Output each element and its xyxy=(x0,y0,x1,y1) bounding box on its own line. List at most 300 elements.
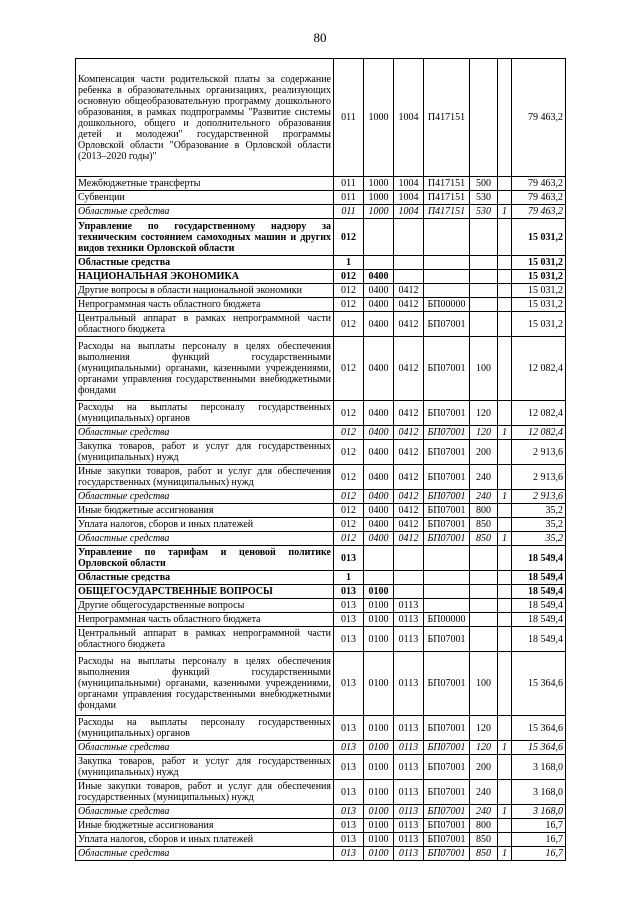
row-amount: 3 168,0 xyxy=(512,780,566,805)
table-row xyxy=(76,741,566,755)
row-type: 530 xyxy=(470,191,498,205)
row-subsection: 0113 xyxy=(394,847,424,861)
row-code: 012 xyxy=(334,426,364,440)
row-target xyxy=(424,219,470,256)
row-name: Иные бюджетные ассигнования xyxy=(76,504,334,518)
row-subsection: 0113 xyxy=(394,741,424,755)
budget-table xyxy=(75,58,566,861)
row-name: Областные средства xyxy=(76,532,334,546)
row-code: 013 xyxy=(334,833,364,847)
row-source: 1 xyxy=(498,805,512,819)
row-subsection: 1004 xyxy=(394,191,424,205)
row-source xyxy=(498,177,512,191)
row-name: Иные бюджетные ассигнования xyxy=(76,819,334,833)
row-name: Управление по государственному надзору за техническим состоянием самоходных машин и других видов техники Орловской области xyxy=(76,219,334,256)
row-type xyxy=(470,284,498,298)
row-subsection: 0113 xyxy=(394,652,424,716)
row-code: 012 xyxy=(334,284,364,298)
row-target: БП07001 xyxy=(424,819,470,833)
row-code: 012 xyxy=(334,298,364,312)
row-target: П417151 xyxy=(424,177,470,191)
row-name: Уплата налогов, сборов и иных платежей xyxy=(76,518,334,532)
row-amount: 12 082,4 xyxy=(512,426,566,440)
row-name: Областные средства xyxy=(76,426,334,440)
row-target xyxy=(424,546,470,571)
row-source xyxy=(498,270,512,284)
row-section: 0400 xyxy=(364,465,394,490)
row-type: 200 xyxy=(470,440,498,465)
row-source xyxy=(498,440,512,465)
row-name: Иные закупки товаров, работ и услуг для обеспечения государственных (муниципальных) нужд xyxy=(76,465,334,490)
row-subsection: 0113 xyxy=(394,599,424,613)
row-source xyxy=(498,546,512,571)
row-target: БП07001 xyxy=(424,716,470,741)
row-type: 240 xyxy=(470,805,498,819)
row-source xyxy=(498,465,512,490)
row-target xyxy=(424,585,470,599)
row-type: 120 xyxy=(470,741,498,755)
row-type: 850 xyxy=(470,847,498,861)
row-section: 0400 xyxy=(364,440,394,465)
row-amount: 16,7 xyxy=(512,833,566,847)
row-amount: 15 364,6 xyxy=(512,652,566,716)
row-source xyxy=(498,518,512,532)
row-source xyxy=(498,780,512,805)
row-amount: 79 463,2 xyxy=(512,191,566,205)
row-code: 013 xyxy=(334,847,364,861)
row-name: Другие общегосударственные вопросы xyxy=(76,599,334,613)
table-row xyxy=(76,833,566,847)
row-target: БП07001 xyxy=(424,401,470,426)
row-source: 1 xyxy=(498,741,512,755)
row-amount: 18 549,4 xyxy=(512,585,566,599)
row-target: БП00000 xyxy=(424,613,470,627)
table-row xyxy=(76,465,566,490)
row-source xyxy=(498,312,512,337)
row-source xyxy=(498,599,512,613)
row-source xyxy=(498,833,512,847)
row-name: ОБЩЕГОСУДАРСТВЕННЫЕ ВОПРОСЫ xyxy=(76,585,334,599)
row-subsection: 0113 xyxy=(394,613,424,627)
row-source xyxy=(498,284,512,298)
row-name: Областные средства xyxy=(76,256,334,270)
row-subsection xyxy=(394,571,424,585)
row-subsection: 0412 xyxy=(394,298,424,312)
row-amount: 15 031,2 xyxy=(512,284,566,298)
row-code: 013 xyxy=(334,780,364,805)
row-section: 0400 xyxy=(364,298,394,312)
row-amount: 2 913,6 xyxy=(512,465,566,490)
row-subsection: 1004 xyxy=(394,59,424,177)
row-type xyxy=(470,270,498,284)
row-name: Центральный аппарат в рамках непрограммной части областного бюджета xyxy=(76,312,334,337)
row-target xyxy=(424,571,470,585)
table-row xyxy=(76,426,566,440)
table-row xyxy=(76,627,566,652)
row-section: 1000 xyxy=(364,205,394,219)
row-target: БП07001 xyxy=(424,440,470,465)
row-section: 0100 xyxy=(364,780,394,805)
row-subsection: 0412 xyxy=(394,426,424,440)
row-target: БП07001 xyxy=(424,627,470,652)
table-row xyxy=(76,490,566,504)
row-subsection: 0412 xyxy=(394,465,424,490)
row-target: БП07001 xyxy=(424,490,470,504)
row-source xyxy=(498,219,512,256)
row-name: Областные средства xyxy=(76,805,334,819)
row-amount: 15 031,2 xyxy=(512,256,566,270)
row-source xyxy=(498,716,512,741)
row-subsection: 0412 xyxy=(394,440,424,465)
row-target: БП07001 xyxy=(424,518,470,532)
row-amount: 15 364,6 xyxy=(512,716,566,741)
row-type xyxy=(470,312,498,337)
row-section: 1000 xyxy=(364,191,394,205)
row-code: 012 xyxy=(334,532,364,546)
row-source xyxy=(498,401,512,426)
row-target: БП07001 xyxy=(424,847,470,861)
row-target: БП07001 xyxy=(424,465,470,490)
row-section xyxy=(364,571,394,585)
row-name: Закупка товаров, работ и услуг для государственных (муниципальных) нужд xyxy=(76,755,334,780)
row-name: Областные средства xyxy=(76,490,334,504)
row-code: 012 xyxy=(334,490,364,504)
row-subsection: 0412 xyxy=(394,532,424,546)
row-subsection: 0412 xyxy=(394,401,424,426)
row-subsection xyxy=(394,219,424,256)
row-amount: 18 549,4 xyxy=(512,613,566,627)
row-type xyxy=(470,585,498,599)
row-type: 850 xyxy=(470,532,498,546)
row-amount: 3 168,0 xyxy=(512,755,566,780)
row-code: 013 xyxy=(334,755,364,780)
row-section xyxy=(364,219,394,256)
row-subsection: 1004 xyxy=(394,177,424,191)
row-target: БП07001 xyxy=(424,741,470,755)
row-subsection xyxy=(394,585,424,599)
row-subsection: 0113 xyxy=(394,716,424,741)
row-source: 1 xyxy=(498,847,512,861)
row-section xyxy=(364,256,394,270)
row-source: 1 xyxy=(498,532,512,546)
row-section: 1000 xyxy=(364,177,394,191)
table-row xyxy=(76,532,566,546)
table-row xyxy=(76,270,566,284)
row-code: 011 xyxy=(334,205,364,219)
row-section: 0400 xyxy=(364,532,394,546)
table-row xyxy=(76,284,566,298)
row-target: БП07001 xyxy=(424,337,470,401)
row-code: 012 xyxy=(334,440,364,465)
table-row xyxy=(76,440,566,465)
row-name: Областные средства xyxy=(76,205,334,219)
row-code: 013 xyxy=(334,652,364,716)
row-code: 012 xyxy=(334,518,364,532)
row-type xyxy=(470,219,498,256)
row-source xyxy=(498,337,512,401)
row-source xyxy=(498,755,512,780)
row-type: 240 xyxy=(470,490,498,504)
row-code: 013 xyxy=(334,599,364,613)
row-subsection: 0113 xyxy=(394,833,424,847)
row-type: 850 xyxy=(470,518,498,532)
row-code: 012 xyxy=(334,337,364,401)
row-type: 120 xyxy=(470,401,498,426)
row-source xyxy=(498,256,512,270)
row-target: БП07001 xyxy=(424,532,470,546)
row-name: Другие вопросы в области национальной экономики xyxy=(76,284,334,298)
row-section: 0100 xyxy=(364,847,394,861)
row-code: 012 xyxy=(334,270,364,284)
row-target xyxy=(424,599,470,613)
row-type: 120 xyxy=(470,716,498,741)
row-code: 013 xyxy=(334,585,364,599)
row-subsection: 0113 xyxy=(394,805,424,819)
row-code: 012 xyxy=(334,219,364,256)
row-section: 0400 xyxy=(364,270,394,284)
table-row xyxy=(76,219,566,256)
table-row xyxy=(76,819,566,833)
row-name: Иные закупки товаров, работ и услуг для обеспечения государственных (муниципальных) нужд xyxy=(76,780,334,805)
table-row xyxy=(76,716,566,741)
row-name: Расходы на выплаты персоналу в целях обеспечения выполнения функций государственными (муниципальными) органами, казенными учреждениями, органами управления государственными внебюджетными фондами xyxy=(76,652,334,716)
row-subsection: 0412 xyxy=(394,312,424,337)
row-code: 013 xyxy=(334,627,364,652)
row-subsection: 0412 xyxy=(394,337,424,401)
page-number: 80 xyxy=(313,30,327,45)
row-source xyxy=(498,819,512,833)
row-amount: 18 549,4 xyxy=(512,571,566,585)
table-row xyxy=(76,571,566,585)
row-section: 0100 xyxy=(364,599,394,613)
row-code: 013 xyxy=(334,546,364,571)
row-type xyxy=(470,298,498,312)
row-source xyxy=(498,585,512,599)
row-name: Центральный аппарат в рамках непрограммной части областного бюджета xyxy=(76,627,334,652)
table-row xyxy=(76,177,566,191)
row-name: НАЦИОНАЛЬНАЯ ЭКОНОМИКА xyxy=(76,270,334,284)
row-section: 0100 xyxy=(364,755,394,780)
row-amount: 15 364,6 xyxy=(512,741,566,755)
row-section: 0400 xyxy=(364,490,394,504)
row-code: 1 xyxy=(334,256,364,270)
row-code: 013 xyxy=(334,805,364,819)
row-name: Расходы на выплаты персоналу государственных (муниципальных) органов xyxy=(76,401,334,426)
row-source xyxy=(498,652,512,716)
row-code: 012 xyxy=(334,401,364,426)
row-name: Субвенции xyxy=(76,191,334,205)
row-amount: 16,7 xyxy=(512,819,566,833)
row-name: Межбюджетные трансферты xyxy=(76,177,334,191)
row-type: 200 xyxy=(470,755,498,780)
row-name: Непрограммная часть областного бюджета xyxy=(76,613,334,627)
row-section: 0100 xyxy=(364,585,394,599)
row-amount: 15 031,2 xyxy=(512,219,566,256)
row-code: 1 xyxy=(334,571,364,585)
row-subsection: 0412 xyxy=(394,518,424,532)
row-section: 0400 xyxy=(364,284,394,298)
table-row xyxy=(76,755,566,780)
row-target: БП07001 xyxy=(424,312,470,337)
row-type: 800 xyxy=(470,819,498,833)
table-row xyxy=(76,401,566,426)
row-target: БП07001 xyxy=(424,426,470,440)
table-row xyxy=(76,652,566,716)
row-type xyxy=(470,59,498,177)
row-section: 0400 xyxy=(364,504,394,518)
row-target: БП07001 xyxy=(424,755,470,780)
row-name: Расходы на выплаты персоналу государственных (муниципальных) органов xyxy=(76,716,334,741)
row-section: 0400 xyxy=(364,426,394,440)
row-amount: 18 549,4 xyxy=(512,627,566,652)
row-source: 1 xyxy=(498,205,512,219)
row-amount: 12 082,4 xyxy=(512,401,566,426)
row-amount: 12 082,4 xyxy=(512,337,566,401)
row-target: БП07001 xyxy=(424,652,470,716)
row-section: 0100 xyxy=(364,805,394,819)
row-source xyxy=(498,504,512,518)
row-name: Расходы на выплаты персоналу в целях обеспечения выполнения функций государственными (муниципальными) органами, казенными учреждениями, органами управления государственными внебюджетными фондами xyxy=(76,337,334,401)
row-type: 100 xyxy=(470,652,498,716)
table-row xyxy=(76,599,566,613)
row-target: БП07001 xyxy=(424,780,470,805)
row-amount: 79 463,2 xyxy=(512,177,566,191)
table-row xyxy=(76,256,566,270)
row-section: 0100 xyxy=(364,716,394,741)
row-target: БП07001 xyxy=(424,504,470,518)
row-section: 0100 xyxy=(364,613,394,627)
row-source: 1 xyxy=(498,490,512,504)
row-target: П417151 xyxy=(424,205,470,219)
row-target xyxy=(424,256,470,270)
row-name: Непрограммная часть областного бюджета xyxy=(76,298,334,312)
row-type xyxy=(470,613,498,627)
row-amount: 2 913,6 xyxy=(512,440,566,465)
row-type xyxy=(470,571,498,585)
row-subsection: 0412 xyxy=(394,490,424,504)
row-amount: 2 913,6 xyxy=(512,490,566,504)
row-name: Закупка товаров, работ и услуг для государственных (муниципальных) нужд xyxy=(76,440,334,465)
table-row xyxy=(76,504,566,518)
table-row xyxy=(76,805,566,819)
row-subsection: 0113 xyxy=(394,627,424,652)
row-amount: 15 031,2 xyxy=(512,270,566,284)
row-section: 0400 xyxy=(364,312,394,337)
row-source xyxy=(498,627,512,652)
row-type: 530 xyxy=(470,205,498,219)
table-row xyxy=(76,205,566,219)
row-type: 100 xyxy=(470,337,498,401)
row-type xyxy=(470,627,498,652)
row-amount: 16,7 xyxy=(512,847,566,861)
row-subsection xyxy=(394,546,424,571)
row-type: 240 xyxy=(470,780,498,805)
row-section: 0100 xyxy=(364,819,394,833)
table-row xyxy=(76,613,566,627)
row-amount: 18 549,4 xyxy=(512,546,566,571)
table-row xyxy=(76,546,566,571)
row-section: 0100 xyxy=(364,627,394,652)
row-amount: 35,2 xyxy=(512,504,566,518)
row-source xyxy=(498,613,512,627)
row-name: Областные средства xyxy=(76,571,334,585)
row-subsection xyxy=(394,256,424,270)
table-row xyxy=(76,191,566,205)
table-row xyxy=(76,780,566,805)
row-amount: 35,2 xyxy=(512,532,566,546)
row-type: 120 xyxy=(470,426,498,440)
row-subsection xyxy=(394,270,424,284)
row-target: П417151 xyxy=(424,59,470,177)
row-code: 012 xyxy=(334,504,364,518)
row-subsection: 0113 xyxy=(394,780,424,805)
row-target: П417151 xyxy=(424,191,470,205)
row-section xyxy=(364,546,394,571)
row-type xyxy=(470,256,498,270)
row-type xyxy=(470,599,498,613)
table-row xyxy=(76,337,566,401)
row-source xyxy=(498,191,512,205)
row-amount: 79 463,2 xyxy=(512,205,566,219)
row-target xyxy=(424,284,470,298)
row-type xyxy=(470,546,498,571)
row-name: Уплата налогов, сборов и иных платежей xyxy=(76,833,334,847)
row-code: 012 xyxy=(334,465,364,490)
row-subsection: 0412 xyxy=(394,284,424,298)
row-target xyxy=(424,270,470,284)
table-row xyxy=(76,847,566,861)
row-amount: 3 168,0 xyxy=(512,805,566,819)
row-code: 013 xyxy=(334,741,364,755)
row-subsection: 1004 xyxy=(394,205,424,219)
row-type: 240 xyxy=(470,465,498,490)
row-name: Компенсация части родительской платы за содержание ребенка в образовательных организациях, реализующих основную общеобразовательную программу дошкольного образования, в рамках подпрограммы "Развитие системы дошкольного, общего и дополнительного образования детей и молодежи" государственной программы Орловской области "Образование в Орловской области (2013–2020 годы)" xyxy=(76,59,334,177)
row-type: 800 xyxy=(470,504,498,518)
row-name: Областные средства xyxy=(76,741,334,755)
row-section: 0100 xyxy=(364,833,394,847)
row-source xyxy=(498,298,512,312)
row-amount: 79 463,2 xyxy=(512,59,566,177)
row-amount: 18 549,4 xyxy=(512,599,566,613)
row-subsection: 0113 xyxy=(394,819,424,833)
row-section: 0400 xyxy=(364,518,394,532)
row-code: 011 xyxy=(334,177,364,191)
row-source: 1 xyxy=(498,426,512,440)
table-row xyxy=(76,312,566,337)
table-row xyxy=(76,298,566,312)
row-section: 0100 xyxy=(364,741,394,755)
row-source xyxy=(498,59,512,177)
row-source xyxy=(498,571,512,585)
row-section: 1000 xyxy=(364,59,394,177)
row-code: 011 xyxy=(334,59,364,177)
row-section: 0100 xyxy=(364,652,394,716)
row-amount: 15 031,2 xyxy=(512,312,566,337)
row-type: 500 xyxy=(470,177,498,191)
row-name: Управление по тарифам и ценовой политике Орловской области xyxy=(76,546,334,571)
row-section: 0400 xyxy=(364,337,394,401)
row-code: 012 xyxy=(334,312,364,337)
row-code: 013 xyxy=(334,613,364,627)
row-target: БП07001 xyxy=(424,805,470,819)
row-subsection: 0113 xyxy=(394,755,424,780)
row-amount: 15 031,2 xyxy=(512,298,566,312)
row-code: 011 xyxy=(334,191,364,205)
row-target: БП00000 xyxy=(424,298,470,312)
table-row xyxy=(76,59,566,177)
row-target: БП07001 xyxy=(424,833,470,847)
table-row xyxy=(76,518,566,532)
